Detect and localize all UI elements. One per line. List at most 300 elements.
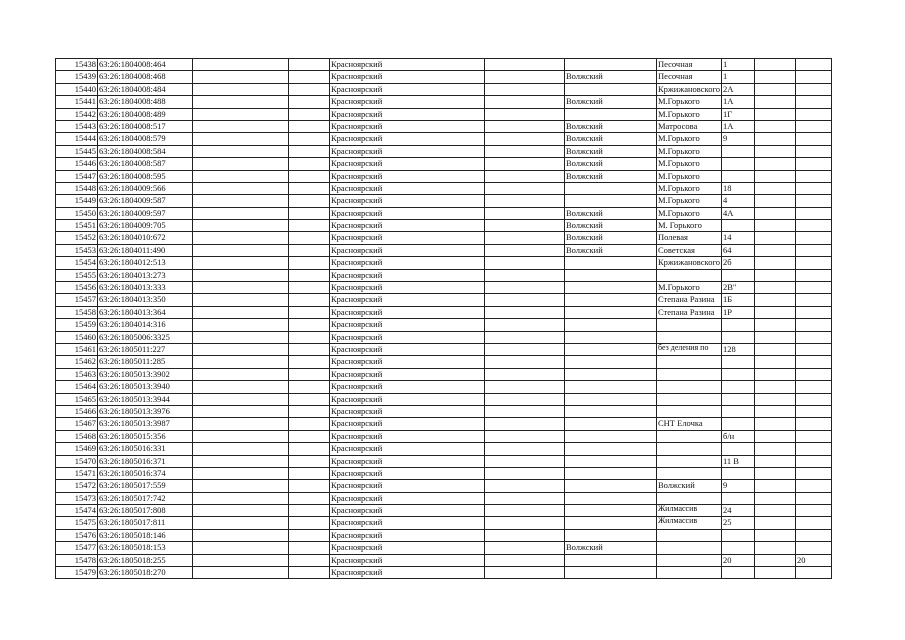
locality-cell xyxy=(565,455,657,467)
empty-cell xyxy=(485,529,565,541)
district-cell: Красноярский xyxy=(330,492,485,504)
cadastral-number: 63:26:1804008:464 xyxy=(98,59,193,71)
empty-cell xyxy=(289,59,330,71)
empty-cell xyxy=(755,182,796,194)
empty-cell xyxy=(755,381,796,393)
empty-cell xyxy=(289,120,330,132)
row-number: 15442 xyxy=(56,108,98,120)
empty-cell xyxy=(485,381,565,393)
empty-cell xyxy=(796,331,832,343)
empty-cell xyxy=(485,356,565,368)
empty-cell xyxy=(796,232,832,244)
cadastral-number: 63:26:1804013:333 xyxy=(98,282,193,294)
locality-cell xyxy=(565,306,657,318)
locality-cell: Волжский xyxy=(565,170,657,182)
district-cell: Красноярский xyxy=(330,220,485,232)
empty-cell xyxy=(289,455,330,467)
street-cell xyxy=(657,319,722,331)
locality-cell: Волжский xyxy=(565,96,657,108)
empty-cell xyxy=(289,430,330,442)
empty-cell xyxy=(755,96,796,108)
empty-cell xyxy=(289,467,330,479)
empty-cell xyxy=(485,83,565,95)
empty-cell xyxy=(193,542,289,554)
district-cell: Красноярский xyxy=(330,319,485,331)
cadastral-number: 63:26:1805016:371 xyxy=(98,455,193,467)
row-number: 15471 xyxy=(56,467,98,479)
empty-cell xyxy=(796,467,832,479)
locality-cell xyxy=(565,83,657,95)
cadastral-number: 63:26:1804008:587 xyxy=(98,158,193,170)
house-cell xyxy=(722,405,755,417)
empty-cell xyxy=(289,282,330,294)
row-number: 15450 xyxy=(56,207,98,219)
empty-cell xyxy=(485,443,565,455)
empty-cell xyxy=(485,145,565,157)
row-number: 15472 xyxy=(56,480,98,492)
row-number: 15463 xyxy=(56,368,98,380)
empty-cell xyxy=(796,418,832,430)
row-number: 15473 xyxy=(56,492,98,504)
empty-cell xyxy=(485,306,565,318)
cadastral-number: 63:26:1805017:742 xyxy=(98,492,193,504)
empty-cell xyxy=(755,368,796,380)
district-cell: Красноярский xyxy=(330,306,485,318)
district-cell: Красноярский xyxy=(330,182,485,194)
empty-cell xyxy=(289,480,330,492)
district-cell: Красноярский xyxy=(330,467,485,479)
house-cell xyxy=(722,492,755,504)
empty-cell xyxy=(485,195,565,207)
empty-cell xyxy=(193,59,289,71)
district-cell: Красноярский xyxy=(330,368,485,380)
empty-cell xyxy=(289,294,330,306)
cadastral-number: 63:26:1805015:356 xyxy=(98,430,193,442)
district-cell: Красноярский xyxy=(330,158,485,170)
extra-value-cell: 20 xyxy=(796,554,832,566)
empty-cell xyxy=(289,443,330,455)
empty-cell xyxy=(485,71,565,83)
district-cell: Красноярский xyxy=(330,170,485,182)
empty-cell xyxy=(289,567,330,579)
table-row xyxy=(56,145,832,157)
district-cell: Красноярский xyxy=(330,542,485,554)
empty-cell xyxy=(485,96,565,108)
district-cell: Красноярский xyxy=(330,232,485,244)
street-cell: Степана Разина xyxy=(657,306,722,318)
locality-cell xyxy=(565,269,657,281)
empty-cell xyxy=(796,257,832,269)
cadastral-number: 63:26:1804012:513 xyxy=(98,257,193,269)
table-row xyxy=(56,505,832,517)
empty-cell xyxy=(193,505,289,517)
empty-cell xyxy=(755,108,796,120)
empty-cell xyxy=(289,405,330,417)
empty-cell xyxy=(193,108,289,120)
table-row xyxy=(56,443,832,455)
table-row xyxy=(56,430,832,442)
cadastral-number: 63:26:1805006:3325 xyxy=(98,331,193,343)
empty-cell xyxy=(755,207,796,219)
row-number: 15446 xyxy=(56,158,98,170)
empty-cell xyxy=(796,492,832,504)
locality-cell xyxy=(565,195,657,207)
empty-cell xyxy=(755,282,796,294)
district-cell: Красноярский xyxy=(330,356,485,368)
house-cell: 1Г xyxy=(722,108,755,120)
empty-cell xyxy=(289,319,330,331)
empty-cell xyxy=(193,467,289,479)
house-cell: 20 xyxy=(722,554,755,566)
table-row xyxy=(56,492,832,504)
street-cell: М.Горького xyxy=(657,170,722,182)
empty-cell xyxy=(289,418,330,430)
district-cell: Красноярский xyxy=(330,554,485,566)
empty-cell xyxy=(485,120,565,132)
street-cell: без деления по xyxy=(657,343,722,355)
empty-cell xyxy=(796,59,832,71)
row-number: 15448 xyxy=(56,182,98,194)
street-cell: Жилмассив xyxy=(657,505,722,517)
table-row xyxy=(56,257,832,269)
cadastral-number: 63:26:1804009:566 xyxy=(98,182,193,194)
house-cell: 14 xyxy=(722,232,755,244)
cadastral-number: 63:26:1804009:705 xyxy=(98,220,193,232)
street-cell: СНТ Елочка xyxy=(657,418,722,430)
empty-cell xyxy=(796,356,832,368)
locality-cell: Волжский xyxy=(565,232,657,244)
district-cell: Красноярский xyxy=(330,381,485,393)
house-cell: 18 xyxy=(722,182,755,194)
cadastral-number: 63:26:1804008:595 xyxy=(98,170,193,182)
table-body xyxy=(56,59,832,579)
empty-cell xyxy=(485,59,565,71)
table-row xyxy=(56,529,832,541)
empty-cell xyxy=(485,170,565,182)
row-number: 15469 xyxy=(56,443,98,455)
row-number: 15452 xyxy=(56,232,98,244)
empty-cell xyxy=(485,343,565,355)
street-cell: Кржижановского xyxy=(658,257,720,268)
locality-cell xyxy=(565,554,657,566)
empty-cell xyxy=(755,554,796,566)
street-cell xyxy=(657,393,722,405)
house-cell xyxy=(722,381,755,393)
table-row xyxy=(56,120,832,132)
table-row xyxy=(56,96,832,108)
row-number: 15454 xyxy=(56,257,98,269)
empty-cell xyxy=(193,492,289,504)
cadastral-number: 63:26:1804009:587 xyxy=(98,195,193,207)
row-number: 15477 xyxy=(56,542,98,554)
table-row xyxy=(56,244,832,256)
house-cell: 2А xyxy=(722,83,755,95)
cadastral-number: 63:26:1804008:517 xyxy=(98,120,193,132)
cadastral-number: 63:26:1804013:350 xyxy=(98,294,193,306)
row-number: 15458 xyxy=(56,306,98,318)
registry-table xyxy=(55,58,832,579)
empty-cell xyxy=(755,405,796,417)
empty-cell xyxy=(755,542,796,554)
empty-cell xyxy=(193,368,289,380)
locality-cell xyxy=(565,282,657,294)
house-cell xyxy=(722,145,755,157)
street-cell: М.Горького xyxy=(657,133,722,145)
table-row xyxy=(56,158,832,170)
empty-cell xyxy=(485,554,565,566)
district-cell: Красноярский xyxy=(330,120,485,132)
empty-cell xyxy=(485,467,565,479)
cadastral-number: 63:26:1805017:559 xyxy=(98,480,193,492)
empty-cell xyxy=(485,158,565,170)
district-cell: Красноярский xyxy=(330,505,485,517)
empty-cell xyxy=(755,195,796,207)
empty-cell xyxy=(485,294,565,306)
street-cell xyxy=(657,529,722,541)
street-cell xyxy=(657,492,722,504)
house-cell: 1 xyxy=(722,59,755,71)
table-row xyxy=(56,207,832,219)
house-cell xyxy=(722,393,755,405)
empty-cell xyxy=(485,331,565,343)
table-row xyxy=(56,542,832,554)
district-cell: Красноярский xyxy=(330,145,485,157)
empty-cell xyxy=(193,443,289,455)
empty-cell xyxy=(289,232,330,244)
empty-cell xyxy=(485,455,565,467)
district-cell: Красноярский xyxy=(330,455,485,467)
district-cell: Красноярский xyxy=(330,418,485,430)
street-cell: М.Горького xyxy=(657,145,722,157)
locality-cell xyxy=(565,492,657,504)
cadastral-number: 63:26:1805017:808 xyxy=(98,505,193,517)
house-cell: 2В" xyxy=(722,282,755,294)
district-cell: Красноярский xyxy=(330,282,485,294)
empty-cell xyxy=(796,145,832,157)
empty-cell xyxy=(796,195,832,207)
cadastral-number: 63:26:1804010:672 xyxy=(98,232,193,244)
empty-cell xyxy=(193,195,289,207)
empty-cell xyxy=(289,529,330,541)
table-row xyxy=(56,343,832,355)
row-number: 15476 xyxy=(56,529,98,541)
cadastral-number: 63:26:1805011:227 xyxy=(98,343,193,355)
row-number: 15456 xyxy=(56,282,98,294)
table-row xyxy=(56,356,832,368)
empty-cell xyxy=(485,220,565,232)
empty-cell xyxy=(289,170,330,182)
cadastral-number: 63:26:1804013:273 xyxy=(98,269,193,281)
house-cell xyxy=(722,319,755,331)
street-cell xyxy=(657,381,722,393)
empty-cell xyxy=(289,517,330,529)
street-cell: Матросова xyxy=(657,120,722,132)
empty-cell xyxy=(289,96,330,108)
locality-cell: Волжский xyxy=(565,158,657,170)
locality-cell xyxy=(565,393,657,405)
empty-cell xyxy=(193,71,289,83)
cadastral-number: 63:26:1805011:285 xyxy=(98,356,193,368)
locality-cell: Волжский xyxy=(565,71,657,83)
empty-cell xyxy=(193,455,289,467)
locality-cell: Волжский xyxy=(565,244,657,256)
cadastral-number: 63:26:1805018:153 xyxy=(98,542,193,554)
empty-cell xyxy=(755,418,796,430)
empty-cell xyxy=(193,269,289,281)
empty-cell xyxy=(193,244,289,256)
empty-cell xyxy=(796,133,832,145)
district-cell: Красноярский xyxy=(330,257,485,269)
house-cell xyxy=(722,170,755,182)
cadastral-number: 63:26:1804008:489 xyxy=(98,108,193,120)
empty-cell xyxy=(755,529,796,541)
district-cell: Красноярский xyxy=(330,393,485,405)
empty-cell xyxy=(796,529,832,541)
empty-cell xyxy=(289,244,330,256)
empty-cell xyxy=(485,393,565,405)
cadastral-number: 63:26:1804013:364 xyxy=(98,306,193,318)
empty-cell xyxy=(485,232,565,244)
locality-cell xyxy=(565,182,657,194)
district-cell: Красноярский xyxy=(330,405,485,417)
empty-cell xyxy=(755,567,796,579)
empty-cell xyxy=(289,207,330,219)
empty-cell xyxy=(289,269,330,281)
house-cell: 1Б xyxy=(722,294,755,306)
cadastral-number: 63:26:1805013:3944 xyxy=(98,393,193,405)
row-number: 15478 xyxy=(56,554,98,566)
table-row xyxy=(56,108,832,120)
street-cell: М.Горького xyxy=(657,96,722,108)
empty-cell xyxy=(796,294,832,306)
cadastral-number: 63:26:1804008:484 xyxy=(98,83,193,95)
street-cell: М.Горького xyxy=(657,207,722,219)
locality-cell xyxy=(565,430,657,442)
locality-cell xyxy=(565,257,657,269)
cadastral-number: 63:26:1804008:468 xyxy=(98,71,193,83)
row-number: 15462 xyxy=(56,356,98,368)
row-number: 15465 xyxy=(56,393,98,405)
cadastral-number: 63:26:1805016:374 xyxy=(98,467,193,479)
empty-cell xyxy=(755,71,796,83)
cadastral-number: 63:26:1804008:488 xyxy=(98,96,193,108)
empty-cell xyxy=(796,319,832,331)
house-cell xyxy=(722,356,755,368)
locality-cell xyxy=(565,405,657,417)
empty-cell xyxy=(193,282,289,294)
empty-cell xyxy=(289,182,330,194)
street-cell xyxy=(657,331,722,343)
street-cell: Степана Разина xyxy=(657,294,722,306)
cadastral-number: 63:26:1805013:3976 xyxy=(98,405,193,417)
empty-cell xyxy=(193,232,289,244)
house-cell xyxy=(722,443,755,455)
empty-cell xyxy=(485,542,565,554)
empty-cell xyxy=(796,306,832,318)
empty-cell xyxy=(485,269,565,281)
house-cell: 1 xyxy=(722,71,755,83)
house-cell xyxy=(722,331,755,343)
locality-cell xyxy=(565,505,657,517)
table-row xyxy=(56,59,832,71)
house-cell: 128 xyxy=(722,343,755,355)
empty-cell xyxy=(289,393,330,405)
house-cell: 2б xyxy=(722,257,755,269)
street-cell: М.Горького xyxy=(657,158,722,170)
street-cell xyxy=(657,430,722,442)
empty-cell xyxy=(193,517,289,529)
empty-cell xyxy=(289,343,330,355)
locality-cell xyxy=(565,294,657,306)
empty-cell xyxy=(193,405,289,417)
empty-cell xyxy=(193,343,289,355)
row-number: 15444 xyxy=(56,133,98,145)
row-number: 15468 xyxy=(56,430,98,442)
empty-cell xyxy=(755,133,796,145)
empty-cell xyxy=(289,542,330,554)
empty-cell xyxy=(755,220,796,232)
street-cell: Кржижановского xyxy=(658,83,720,94)
empty-cell xyxy=(755,467,796,479)
empty-cell xyxy=(485,492,565,504)
cadastral-number: 63:26:1805017:811 xyxy=(98,517,193,529)
table-row xyxy=(56,306,832,318)
empty-cell xyxy=(289,195,330,207)
empty-cell xyxy=(796,343,832,355)
house-cell: 1А xyxy=(722,96,755,108)
row-number: 15449 xyxy=(56,195,98,207)
empty-cell xyxy=(796,368,832,380)
empty-cell xyxy=(796,430,832,442)
table-row xyxy=(56,405,832,417)
empty-cell xyxy=(796,83,832,95)
empty-cell xyxy=(485,282,565,294)
house-cell: 9 xyxy=(722,480,755,492)
table-row xyxy=(56,381,832,393)
locality-cell xyxy=(565,529,657,541)
empty-cell xyxy=(485,418,565,430)
empty-cell xyxy=(193,158,289,170)
empty-cell xyxy=(289,257,330,269)
street-cell: Песочная xyxy=(657,59,722,71)
cadastral-number: 63:26:1805018:146 xyxy=(98,529,193,541)
cadastral-number: 63:26:1804008:584 xyxy=(98,145,193,157)
empty-cell xyxy=(289,505,330,517)
empty-cell xyxy=(755,443,796,455)
row-number: 15470 xyxy=(56,455,98,467)
street-cell xyxy=(657,542,722,554)
table-row xyxy=(56,269,832,281)
empty-cell xyxy=(193,170,289,182)
empty-cell xyxy=(796,542,832,554)
district-cell: Красноярский xyxy=(330,96,485,108)
empty-cell xyxy=(796,480,832,492)
street-cell xyxy=(657,368,722,380)
empty-cell xyxy=(796,567,832,579)
row-number: 15466 xyxy=(56,405,98,417)
district-cell: Красноярский xyxy=(330,71,485,83)
locality-cell: Волжский xyxy=(565,133,657,145)
district-cell: Красноярский xyxy=(330,430,485,442)
street-cell: Советская xyxy=(657,244,722,256)
empty-cell xyxy=(755,158,796,170)
table-row xyxy=(56,83,832,95)
empty-cell xyxy=(796,269,832,281)
empty-cell xyxy=(796,120,832,132)
street-cell xyxy=(657,554,722,566)
locality-cell: Волжский xyxy=(565,145,657,157)
empty-cell xyxy=(193,182,289,194)
